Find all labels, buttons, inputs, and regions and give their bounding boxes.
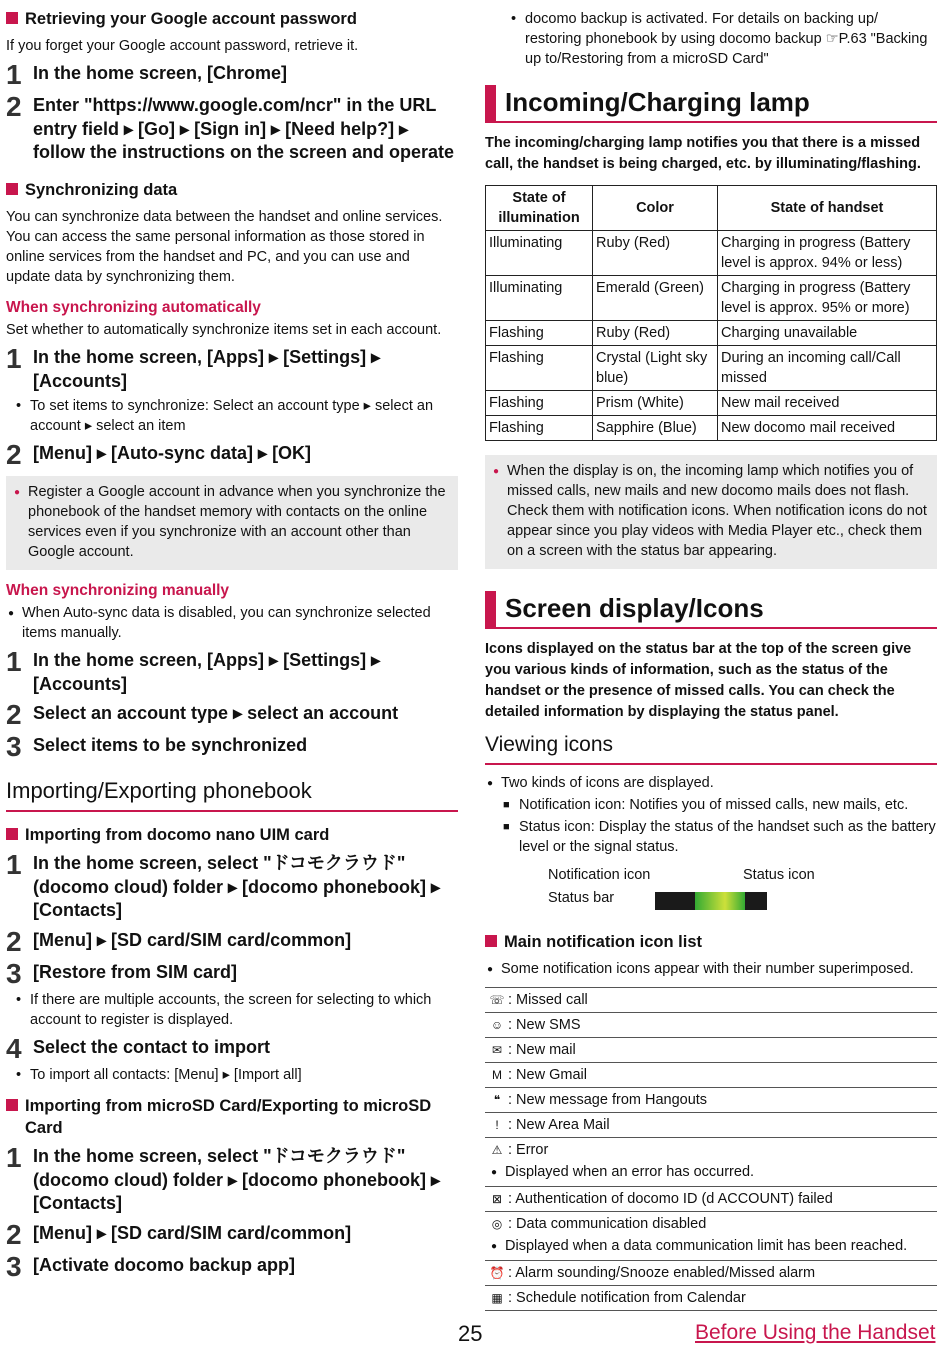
table-cell: Sapphire (Blue) xyxy=(593,416,718,441)
step: 2 [Menu] ▸ [Auto-sync data] ▸ [OK] xyxy=(6,439,312,471)
data-disabled-icon: ◎ xyxy=(491,1217,503,1232)
section-heading: Retrieving your Google account password xyxy=(6,8,458,30)
bullet: • To import all contacts: [Menu] ▸ [Import all] xyxy=(30,1065,458,1085)
square-icon xyxy=(6,828,18,840)
left-column xyxy=(6,6,458,1282)
list-item-label: : Error xyxy=(508,1142,549,1159)
bullet: ■ Status icon: Display the status of the handset such as the battery level or the signal status. xyxy=(503,817,937,857)
step: 2 [Menu] ▸ [SD card/SIM card/common] xyxy=(6,925,352,957)
step: 1 In the home screen, [Apps] ▸ [Settings] ▸ [Accounts] xyxy=(6,343,381,391)
right-column xyxy=(485,6,937,1311)
table-header: State of illumination xyxy=(486,186,593,231)
alarm-icon: ⏰ xyxy=(489,1266,505,1281)
list-item-label: : Schedule notification from Calendar xyxy=(508,1290,746,1307)
bullet: ● Some notification icons appear with their number superimposed. xyxy=(485,959,937,979)
table-cell: Crystal (Light sky blue) xyxy=(593,346,718,391)
status-bar-label: Status bar xyxy=(548,890,615,906)
section-heading: Synchronizing data xyxy=(6,179,458,201)
list-item xyxy=(485,1088,937,1113)
step: 2 Enter "https://www.google.com/ncr" in the URL entry field ▸ [Go] ▸ [Sign in] ▸ [Need help?] ▸ follow the instructions on the screen and operate xyxy=(6,91,455,163)
section-heading: Main notification icon list xyxy=(485,931,937,953)
page-number: 25 xyxy=(458,1321,483,1346)
step: 1 In the home screen, [Apps] ▸ [Settings] ▸ [Accounts] xyxy=(6,646,381,694)
list-item-note: ● Displayed when a data communication limit has been reached. xyxy=(489,1236,937,1256)
list-item-label: : Authentication of docomo ID (d ACCOUNT) failed xyxy=(508,1191,833,1208)
status-icon-label: Status icon xyxy=(743,867,815,883)
subheading: When synchronizing automatically xyxy=(6,299,261,317)
note-box: ● When the display is on, the incoming lamp which notifies you of missed calls, new mails and new docomo mails does not flash. Check them with notification icons. When notification icons do not appear since you play videos with Media Player etc., check them on a screen with the status bar appearing. xyxy=(485,455,937,569)
icon-list xyxy=(485,987,937,1311)
table-cell: Flashing xyxy=(486,346,593,391)
section-title: Screen display/Icons xyxy=(485,591,937,629)
table-header: Color xyxy=(593,186,718,231)
table-cell: Emerald (Green) xyxy=(593,276,718,321)
list-item xyxy=(485,1113,937,1138)
list-item-label: : New SMS xyxy=(508,1017,581,1034)
table-row xyxy=(486,416,937,441)
table-cell: During an incoming call/Call missed xyxy=(718,346,937,391)
bullet: • If there are multiple accounts, the screen for selecting to which account to register is displayed. xyxy=(30,990,458,1030)
section-title: Importing/Exporting phonebook xyxy=(6,778,458,812)
table-cell: New mail received xyxy=(718,391,937,416)
lead-paragraph: The incoming/charging lamp notifies you that there is a missed call, the handset is being charged, etc. by illuminating/flashing. xyxy=(485,135,921,172)
table-cell: Flashing xyxy=(486,391,593,416)
mail-icon: ✉ xyxy=(491,1043,503,1058)
table-row xyxy=(486,391,937,416)
square-icon xyxy=(6,12,18,24)
list-item-label: : New message from Hangouts xyxy=(508,1092,708,1109)
step: 3 Select items to be synchronized xyxy=(6,731,308,763)
lamp-table xyxy=(485,185,937,441)
table-cell: Illuminating xyxy=(486,276,593,321)
list-item-label: : Alarm sounding/Snooze enabled/Missed alarm xyxy=(508,1265,816,1282)
bullet: • To set items to synchronize: Select an account type ▸ select an account ▸ select an item xyxy=(30,396,458,436)
note-box: ● Register a Google account in advance when you synchronize the phonebook of the handset memory with contacts on the online services even if you synchronize with an account other than Google account. xyxy=(6,476,458,570)
step: 3 [Activate docomo backup app] xyxy=(6,1250,296,1282)
list-item-label: : New Area Mail xyxy=(508,1117,610,1134)
docomo-id-icon: ⊠ xyxy=(491,1192,503,1207)
step: 2 Select an account type ▸ select an account xyxy=(6,699,399,731)
missed-call-icon: ☏ xyxy=(489,993,505,1008)
table-header: State of handset xyxy=(718,186,937,231)
table-header-row xyxy=(486,186,937,231)
list-item xyxy=(485,1261,937,1286)
table-row xyxy=(486,276,937,321)
status-bar-image xyxy=(655,892,767,910)
gmail-icon: M xyxy=(492,1068,502,1083)
table-cell: Charging unavailable xyxy=(718,321,937,346)
list-item xyxy=(485,988,937,1013)
paragraph: Set whether to automatically synchronize items set in each account. xyxy=(6,322,442,339)
section-heading: Importing from docomo nano UIM card xyxy=(6,824,458,846)
list-item-label: : New Gmail xyxy=(508,1067,587,1084)
calendar-icon: ▦ xyxy=(491,1291,503,1306)
table-row xyxy=(486,346,937,391)
bullet: ● When Auto-sync data is disabled, you can synchronize selected items manually. xyxy=(6,603,458,643)
table-row xyxy=(486,231,937,276)
table-cell: New docomo mail received xyxy=(718,416,937,441)
step: 2 [Menu] ▸ [SD card/SIM card/common] xyxy=(6,1218,352,1250)
error-icon: ⚠ xyxy=(491,1143,503,1158)
square-icon xyxy=(6,183,18,195)
lead-paragraph: Icons displayed on the status bar at the top of the screen give you various kinds of information, such as the status of the handset or the presence of missed calls. You can check the detailed information by displaying the status panel. xyxy=(485,641,912,720)
list-item-label: : Missed call xyxy=(508,992,588,1009)
table-cell: Charging in progress (Battery level is approx. 95% or more) xyxy=(718,276,937,321)
step: 1 In the home screen, select "ドコモクラウド" (docomo cloud) folder ▸ [docomo phonebook] ▸ [Contacts] xyxy=(6,1142,441,1214)
square-icon xyxy=(485,935,497,947)
list-item xyxy=(485,1187,937,1212)
list-item xyxy=(485,1063,937,1088)
step: 3 [Restore from SIM card] xyxy=(6,957,238,989)
table-cell: Charging in progress (Battery level is approx. 94% or less) xyxy=(718,231,937,276)
list-item xyxy=(485,1038,937,1063)
table-cell: Ruby (Red) xyxy=(593,321,718,346)
table-cell: Flashing xyxy=(486,416,593,441)
table-cell: Ruby (Red) xyxy=(593,231,718,276)
table-cell: Flashing xyxy=(486,321,593,346)
list-item xyxy=(485,1212,937,1261)
list-item-note: ● Displayed when an error has occurred. xyxy=(489,1162,937,1182)
bullet: ● Two kinds of icons are displayed. xyxy=(485,773,937,793)
paragraph: You can synchronize data between the handset and online services. You can access the same personal information as those stored in online services from the handset and PC, and you can use and update data by synchronizing them. xyxy=(6,209,443,286)
section-link[interactable]: Before Using the Handset xyxy=(695,1321,936,1344)
list-item xyxy=(485,1138,937,1187)
table-row xyxy=(486,321,937,346)
section-heading: Importing from microSD Card/Exporting to microSD Card xyxy=(6,1095,458,1140)
step: 4 Select the contact to import xyxy=(6,1032,271,1064)
list-item-label: : Data communication disabled xyxy=(508,1216,707,1233)
table-cell: Prism (White) xyxy=(593,391,718,416)
list-item xyxy=(485,1286,937,1311)
status-bar-figure xyxy=(485,865,937,923)
subsection-title: Viewing icons xyxy=(485,733,937,765)
step: 1 In the home screen, select "ドコモクラウド" (docomo cloud) folder ▸ [docomo phonebook] ▸ [Contacts] xyxy=(6,849,441,921)
sms-icon: ☺ xyxy=(490,1018,504,1033)
paragraph: If you forget your Google account password, retrieve it. xyxy=(6,38,359,55)
section-title: Incoming/Charging lamp xyxy=(485,85,937,123)
list-item xyxy=(485,1013,937,1038)
square-icon xyxy=(6,1099,18,1111)
subheading: When synchronizing manually xyxy=(6,582,230,600)
bullet: • docomo backup is activated. For details on backing up/ restoring phonebook by using docomo backup ☞P.63 "Backing up to/Restoring from a microSD Card" xyxy=(525,9,937,69)
area-mail-icon: ! xyxy=(495,1118,499,1133)
step: 1 In the home screen, [Chrome] xyxy=(6,59,288,91)
table-cell: Illuminating xyxy=(486,231,593,276)
bullet: ■ Notification icon: Notifies you of missed calls, new mails, etc. xyxy=(503,795,937,815)
notification-icon-label: Notification icon xyxy=(548,867,651,883)
list-item-label: : New mail xyxy=(508,1042,576,1059)
hangouts-icon: ❝ xyxy=(493,1093,501,1108)
